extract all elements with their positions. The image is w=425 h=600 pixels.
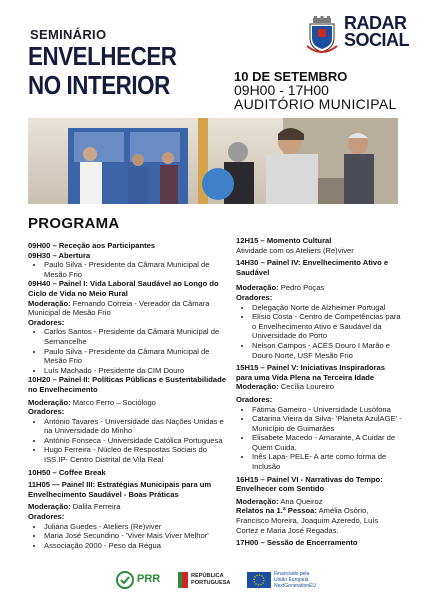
panel-3-speakers-label: Oradores: <box>28 512 65 522</box>
abertura-list <box>28 260 228 279</box>
panel-4-moderation: Moderação: Pedro Poças <box>236 283 325 293</box>
panel-1-title: 09H40 – Painel I: Vida Laboral Saudável ao Longo do Ciclo de Vida no Meio Rural <box>28 279 219 298</box>
event-time: 09H00 - 17H00 <box>234 82 329 98</box>
list-item: • Delegação Norte de Alzheimer Portugal <box>252 303 402 313</box>
panel-5-moderation-text: Cecília Loureiro <box>280 382 334 392</box>
panel-6-moderation-text: Ana Queiroz <box>280 496 323 506</box>
panel-6-title: 16H15 – Painel VI - Narrativas do Tempo: Envelhecer com Sentido <box>236 474 383 494</box>
panel-5-speakers <box>236 405 402 472</box>
prr-logo: PRR <box>116 570 166 590</box>
list-item: • Inês Lapa- PELE- A arte como forma de Inclusão <box>252 452 402 471</box>
title-line-2: NO INTERIOR <box>28 70 170 100</box>
panel-5-moderation: Moderação: Cecília Loureiro <box>236 382 334 392</box>
panel-1-moderation-text: Fernando Correia - Vereador da Câmara Municipal de Mesão Frio <box>28 298 210 318</box>
panel-2-speakers <box>28 417 228 465</box>
cultural-text: Atividade com os Ateliers (Re)viver <box>236 245 354 255</box>
panel-5-title: 15H15 – Painel V: Iniciativas Inspiradoras para uma Vida Plena na Terceira Idade <box>236 363 385 382</box>
list-item: • Maria José Secundino - 'Viver Mais Viver Melhor' <box>44 531 228 541</box>
list-item: • Carlos Santos - Presidente da Câmara Municipal de Sernancelhe <box>44 327 228 346</box>
panel-4-moderation-text: Pedro Poças <box>280 283 325 293</box>
list-item: • Paulo Silva - Presidente da Câmara Municipal de Mesão Frio <box>44 347 228 366</box>
item-0900: 09H00 – Receção aos Participantes <box>28 241 156 250</box>
eu-funding-logo: Financiado pela União Europeia NextGenerationEU <box>247 569 327 591</box>
list-item: • Fátima Gameiro - Universidade Lusófona <box>252 405 402 415</box>
closing-session: 17H00 – Sessão de Encerramento <box>236 538 358 548</box>
program-left-column <box>28 241 228 550</box>
coffee-break: 10H50 – Coffee Break <box>28 467 106 477</box>
seminar-label: SEMINÁRIO <box>30 27 107 42</box>
event-venue: AUDITÓRIO MUNICIPAL <box>234 96 397 112</box>
panel-2-speakers-label: Oradores: <box>28 407 65 417</box>
panel-2-moderation: Moderação: Marco Ferro – Sociólogo <box>28 397 156 407</box>
panel-4-speakers <box>236 303 402 361</box>
list-item: • Hugo Ferreira - Núcleo de Respostas Sociais do ISS.IP- Centro Distrital de Vila Real <box>44 445 228 464</box>
programa-heading: PROGRAMA <box>28 215 120 232</box>
panel-2-title: 10H20 – Painel II: Políticas Públicas e Sustentabilidade no Envelhecimento <box>28 375 226 394</box>
list-item: • Associação 2000 - Peso da Régua <box>44 541 228 551</box>
panel-6-relatos <box>236 506 402 535</box>
panel-5-speakers-label: Oradores: <box>236 394 273 404</box>
list-item: • Catarina Vieira da Silva- 'Planeta AzulAGE' - Município de Guimarães <box>252 414 402 433</box>
panel-1-speakers-label: Oradores: <box>28 317 65 327</box>
list-item: • Luís Machado - Presidente da CIM Douro <box>44 366 228 376</box>
cultural-title: 12H15 – Momento Cultural <box>236 236 332 245</box>
item-0930: 09H30 – Abertura <box>28 250 91 260</box>
list-item: • Nelson Campos - ACES Douro I Marão e Douro Norte, USF Mesão Frio <box>252 341 402 360</box>
panel-3-title: 11H05 — Painel III: Estratégias Municipais para um Envelhecimento Saudável - Boas Práticas <box>28 480 212 499</box>
panel-6-moderation: Moderação: Ana Queiroz <box>236 496 323 506</box>
event-photo <box>28 118 398 204</box>
panel-3-moderation-text: Dalila Ferreira <box>72 502 121 512</box>
municipal-crest-logo <box>304 16 340 56</box>
program-right-column <box>236 236 402 548</box>
panel-4-speakers-label: Oradores: <box>236 292 273 302</box>
panel-4-title: 14H30 – Painel IV: Envelhecimento Ativo e Saudável <box>236 258 389 277</box>
panel-1-moderation: Moderação: Fernando Correia - Vereador da Câmara Municipal de Mesão Frio <box>28 298 210 318</box>
list-item: • António Tavares - Universidade das Nações Unidas e na Universidade do Minho <box>44 417 228 436</box>
list-item: • Elisabete Macedo - Amarante, A Cuidar de Quem Cuida. <box>252 433 402 452</box>
panel-3-speakers <box>28 522 228 551</box>
radar-social-logo: RADAR SOCIAL <box>344 13 410 50</box>
relatos-text: Amélia Osório, Francisco Moreira, Joaquim Azeredo, Luís Cortez e Maria José Regadas. <box>236 506 379 535</box>
event-date: 10 DE SETEMBRO <box>234 69 348 84</box>
relatos-label: Relatos na 1.ª Pessoa: <box>236 506 317 516</box>
list-item: • Juliana Guedes - Ateliers (Re)viver <box>44 522 228 532</box>
list-item: • António Fonseca - Universidade Católica Portuguesa <box>44 436 228 446</box>
panel-3-moderation: Moderação: Dalila Ferreira <box>28 502 121 512</box>
panel-2-moderation-text: Marco Ferro – Sociólogo <box>72 397 156 407</box>
list-item: • Paulo Silva - Presidente da Câmara Municipal de Mesão Frio <box>44 260 228 279</box>
republica-portuguesa-logo: REPÚBLICA PORTUGUESA <box>178 570 240 590</box>
panel-1-speakers <box>28 327 228 375</box>
title-line-1: ENVELHECER <box>28 41 177 71</box>
list-item: • Elísio Costa - Centro de Competências para o Envelhecimento Ativo e Saudável da Universidade do Porto <box>252 312 402 341</box>
